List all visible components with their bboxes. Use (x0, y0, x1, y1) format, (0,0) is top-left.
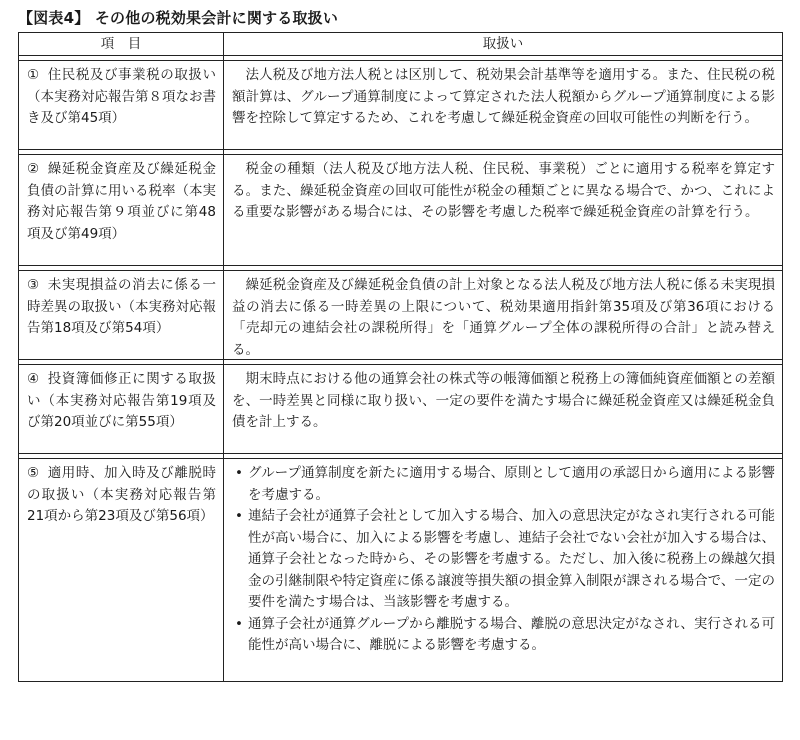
treatment-bullet-list (232, 463, 775, 657)
item-text: 投資簿価修正に関する取扱い（本実務対応報告第19項及び第20項並びに第55項） (27, 371, 217, 430)
bullet-icon: • (235, 508, 243, 524)
item-text: 適用時、加入時及び離脱時の取扱い（本実務対応報告第21項から第23項及び第56項） (27, 465, 217, 524)
treatment-cell (224, 365, 783, 454)
table-row (19, 459, 783, 682)
treatment-cell (224, 61, 783, 150)
bullet-icon: • (235, 615, 243, 632)
item-text: 住民税及び事業税の取扱い（本実務対応報告第８項なお書き及び第45項） (27, 67, 217, 126)
table-row (19, 61, 783, 150)
treatment-text: 税金の種類（法人税及び地方法人税、住民税、事業税）ごとに適用する税率を算定する。また、繰延税金資産の回収可能性が税金の種類ごとに異なる場合で、かつ、これによる重要な影響がある場合には、その影響を考慮した税率で繰延税金資産の計算を行う。 (232, 161, 775, 220)
item-text: 未実現損益の消去に係る一時差異の取扱い（本実務対応報告第18項及び第54項） (27, 277, 217, 336)
list-item (232, 463, 775, 506)
bullet-icon: • (235, 465, 243, 481)
item-number: ⑤ (27, 465, 40, 481)
header-item: 項 目 (19, 33, 224, 56)
treatment-table (18, 32, 783, 682)
item-cell (19, 365, 224, 454)
treatment-text: 法人税及び地方法人税とは区別して、税効果会計基準等を適用する。また、住民税の税額計算は、グループ通算制度によって算定された法人税額からグループ通算制度による影響を控除して算定するため、これを考慮して繰延税金資産の回収可能性の判断を行う。 (232, 67, 775, 126)
item-cell (19, 459, 224, 682)
table-row (19, 155, 783, 266)
treatment-text: 繰延税金資産及び繰延税金負債の計上対象となる法人税及び地方法人税に係る未実現損益の消去に係る一時差異の上限について、税効果適用指針第35項及び第36項における「売却元の連結会社の課税所得」を「通算グループ全体の課税所得の合計」と読み替える。 (232, 277, 775, 358)
item-number: ① (27, 67, 40, 83)
item-number: ② (27, 161, 40, 177)
table-header-row (19, 33, 783, 56)
item-cell (19, 61, 224, 150)
treatment-text: 期末時点における他の通算会社の株式等の帳簿価額と税務上の簿価純資産価額との差額を、一時差異と同様に取り扱い、一定の要件を満たす場合に繰延税金資産又は繰延税金負債を計上する。 (232, 371, 775, 430)
table-row (19, 271, 783, 360)
bullet-text: 連結子会社が通算子会社として加入する場合、加入の意思決定がなされ実行される可能性が高い場合に、加入による影響を考慮し、連結子会社でない会社が加入する場合は、通算子会社となった時から、その影響を考慮する。ただし、加入後に税務上の繰越欠損金の引継制限や特定資産に係る譲渡等損失額の損金算入制限が課される場合で、一定の要件を満たす場合は、当該影響を考慮する。 (248, 508, 775, 610)
item-number: ④ (27, 371, 40, 387)
treatment-cell (224, 459, 783, 682)
figure-title: 【図表4】 その他の税効果会計に関する取扱い (18, 9, 339, 27)
item-text: 繰延税金資産及び繰延税金負債の計算に用いる税率（本実務対応報告第９項並びに第48項及び第49項） (27, 161, 217, 242)
item-cell (19, 155, 224, 266)
item-number: ③ (27, 277, 40, 293)
bullet-text: グループ通算制度を新たに適用する場合、原則として適用の承認日から適用による影響を考慮する。 (248, 465, 775, 503)
item-cell (19, 271, 224, 360)
list-item (232, 614, 775, 657)
bullet-text: 通算子会社が通算グループから離脱する場合、離脱の意思決定がなされ、実行される可能性が高い場合に、離脱による影響を考慮する。 (248, 615, 775, 653)
header-treatment: 取扱い (224, 33, 783, 56)
list-item (232, 506, 775, 614)
table-row (19, 365, 783, 454)
treatment-cell (224, 271, 783, 360)
treatment-cell (224, 155, 783, 266)
